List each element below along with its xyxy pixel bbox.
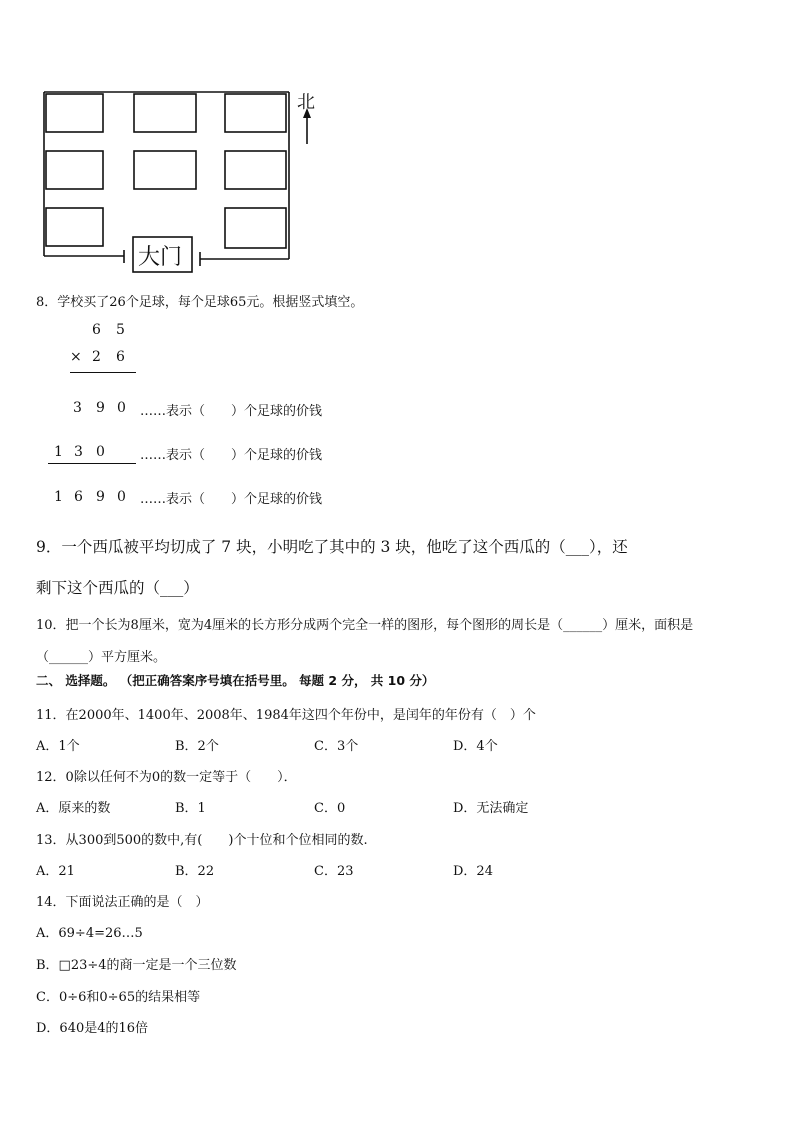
q8-rule-1 [70,372,136,373]
q11-option-b: B．2个 [175,739,219,754]
question-10-line-1: 10．把一个长为8厘米，宽为4厘米的长方形分成两个完全一样的图形，每个图形的周长是（______）厘米，面积是 [36,618,694,633]
gate-label: 大门 [138,245,183,270]
q12-option-c: C．0 [314,801,346,816]
q8-row3-digit-4: 0 [117,489,126,505]
q11-option-c: C．3个 [314,739,359,754]
q13-option-b: B．22 [175,864,215,879]
question-14: 14．下面说法正确的是（ ） [36,895,209,910]
q14-option-c: C．0÷6和0÷65的结果相等 [36,990,201,1005]
q14-option-d: D．640是4的16倍 [36,1021,149,1036]
q8-mult-digit-1: 2 [92,349,101,365]
q12-option-a: A．原来的数 [36,801,111,816]
q11-option-d: D．4个 [453,739,498,754]
q8-row2-note: ……表示（ ）个足球的价钱 [140,448,323,463]
q8-row2-digit-2: 3 [74,444,83,460]
question-13: 13．从300到500的数中,有( )个十位和个位相同的数. [36,833,368,848]
section-2-heading: 二、 选择题。 （把正确答案序号填在括号里。 每题 2 分， 共 10 分） [36,673,435,688]
question-11: 11．在2000年、1400年、2008年、1984年这四个年份中，是闰年的年份有（ ）个 [36,708,536,723]
question-10-line-2: （______）平方厘米。 [36,650,167,665]
q8-row2-digit-3: 0 [96,444,105,460]
q13-option-d: D．24 [453,864,493,879]
q8-row1-note: ……表示（ ）个足球的价钱 [140,404,323,419]
q11-option-a: A．1个 [36,739,80,754]
question-12: 12．0除以任何不为0的数一定等于（ ）． [36,770,297,785]
q8-row3-digit-2: 6 [74,489,83,505]
q8-row1-digit-3: 0 [117,400,126,416]
question-9-line-1: 9．一个西瓜被平均切成了 7 块，小明吃了其中的 3 块，他吃了这个西瓜的（___），还 [36,538,628,556]
q12-option-b: B．1 [175,801,206,816]
q8-row2-digit-1: 1 [54,444,63,460]
question-8: 8．学校买了26个足球，每个足球65元。根据竖式填空。 [36,295,364,310]
q13-option-c: C．23 [314,864,354,879]
q8-row1-digit-1: 3 [73,400,82,416]
q8-row3-digit-1: 1 [54,489,63,505]
q12-option-d: D．无法确定 [453,801,529,816]
q8-row3-digit-3: 9 [96,489,105,505]
q13-option-a: A．21 [36,864,75,879]
q14-option-a: A．69÷4=26…5 [36,926,143,941]
q8-rule-2 [48,463,136,464]
q8-times-sign: × [70,349,82,365]
campus-map [40,86,330,276]
q8-row1-digit-2: 9 [96,400,105,416]
q8-row3-note: ……表示（ ）个足球的价钱 [140,492,323,507]
north-label: 北 [297,92,315,113]
q8-top-digit-2: 5 [116,322,125,338]
q14-option-b: B．□23÷4的商一定是一个三位数 [36,958,237,973]
q8-top-digit-1: 6 [92,322,101,338]
question-9-line-2: 剩下这个西瓜的（___） [36,579,199,597]
q8-mult-digit-2: 6 [116,349,125,365]
